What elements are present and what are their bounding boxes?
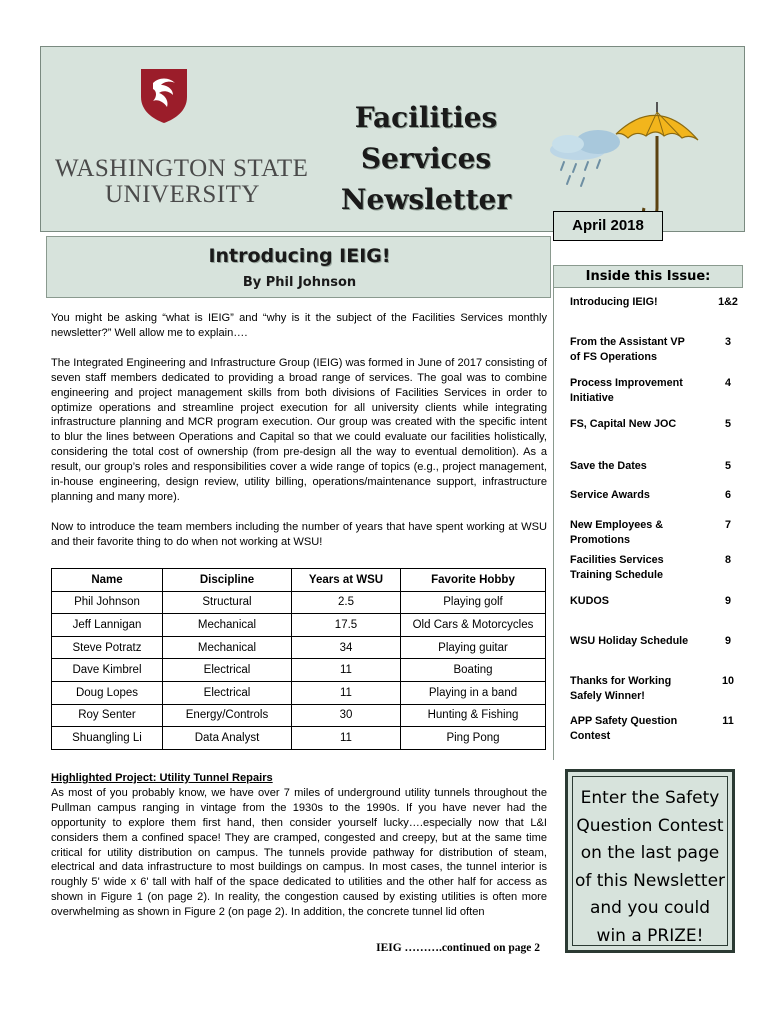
toc-item-title: Facilities Services Training Schedule — [570, 554, 664, 581]
table-cell: Steve Potratz — [52, 636, 163, 659]
article-title-banner — [46, 236, 551, 298]
table-cell: Jeff Lannigan — [52, 614, 163, 637]
column-header: Favorite Hobby — [401, 569, 546, 592]
table-cell: Data Analyst — [163, 727, 292, 750]
logo-wordmark-line2: UNIVERSITY — [105, 181, 260, 208]
table-of-contents — [553, 288, 746, 760]
article-body — [51, 311, 547, 565]
table-cell: 30 — [292, 704, 401, 727]
toc-item-title: KUDOS — [570, 595, 609, 607]
column-header: Name — [52, 569, 163, 592]
inside-issue-heading: Inside this Issue: — [553, 265, 743, 288]
contest-text: Enter the Safety Question Contest on the last page of this Newsletter and you could win a PRIZE! — [572, 776, 728, 946]
table-row — [52, 591, 546, 614]
table-cell: Boating — [401, 659, 546, 682]
table-cell: Electrical — [163, 681, 292, 704]
toc-item-page: 9 — [724, 635, 731, 647]
table-cell: Shuangling Li — [52, 727, 163, 750]
umbrella-rain-icon — [530, 80, 700, 230]
toc-item-page: 7 — [724, 519, 731, 531]
toc-item-title: Service Awards — [570, 489, 650, 501]
project-heading: Highlighted Project: Utility Tunnel Repairs — [51, 772, 273, 784]
toc-item-page: 1&2 — [718, 296, 738, 308]
table-row — [52, 636, 546, 659]
toc-item-title: New Employees & Promotions — [570, 519, 664, 546]
toc-item-page: 5 — [724, 418, 731, 430]
column-header: Years at WSU — [292, 569, 401, 592]
toc-item[interactable] — [570, 594, 740, 609]
article-byline: By Phil Johnson — [242, 275, 357, 290]
highlighted-project — [51, 771, 547, 920]
table-row — [52, 681, 546, 704]
toc-item-title: Save the Dates — [570, 460, 647, 472]
toc-item-title: Thanks for Working Safely Winner! — [570, 675, 672, 702]
table-cell: 11 — [292, 659, 401, 682]
newsletter-title — [321, 97, 531, 220]
table-row — [52, 614, 546, 637]
table-cell: Old Cars & Motorcycles — [401, 614, 546, 637]
table-cell: 34 — [292, 636, 401, 659]
table-row — [52, 659, 546, 682]
toc-item-page: 6 — [724, 489, 731, 501]
toc-item-title: FS, Capital New JOC — [570, 418, 677, 430]
toc-item-title: WSU Holiday Schedule — [570, 635, 689, 647]
table-cell: 11 — [292, 727, 401, 750]
logo-wordmark-line1: WASHINGTON STATE — [55, 155, 309, 182]
toc-item[interactable] — [570, 376, 740, 406]
toc-item-page: 11 — [722, 715, 734, 727]
toc-item-title: From the Assistant VP of FS Operations — [570, 336, 685, 363]
table-cell: Doug Lopes — [52, 681, 163, 704]
table-cell: Phil Johnson — [52, 591, 163, 614]
table-cell: Playing golf — [401, 591, 546, 614]
toc-item-page: 8 — [724, 554, 731, 566]
table-cell: Electrical — [163, 659, 292, 682]
toc-item[interactable] — [570, 488, 740, 503]
table-cell: 17.5 — [292, 614, 401, 637]
table-cell: Mechanical — [163, 614, 292, 637]
toc-item-page: 3 — [724, 336, 731, 348]
team-table — [51, 568, 546, 750]
table-cell: Playing guitar — [401, 636, 546, 659]
toc-item[interactable] — [570, 295, 740, 310]
table-cell: 2.5 — [292, 591, 401, 614]
toc-item-page: 9 — [724, 595, 731, 607]
table-cell: Hunting & Fishing — [401, 704, 546, 727]
title-line: Newsletter — [340, 183, 512, 216]
issue-date: April 2018 — [553, 211, 663, 241]
project-text: As most of you probably know, we have over 7 miles of underground utility tunnels throughout the Pullman campus ranging in vintage from the 1930s to the 1990s. If you have never had the opportunity to explore them first hand, then consider yourself lucky….especially now that L&I considers them a confined space! They are cramped, congested and creepy, but at the same time critical for utility distribution on campus. The tunnels provide pathway for distribution of steam, electrical and data infrastructure to most buildings on campus. In most cases, the tunnel interior is roughly 5' wide x 6' tall with half of the space dedicated to utilities and the other half for access as shown in Figure 1 (on page 2). In reality, the congestion caused by existing utilities is often more overwhelming as shown in Figure 2 (on page 2). In addition, the concrete tunnel lid often — [51, 786, 547, 919]
toc-item-page: 5 — [724, 460, 731, 472]
toc-item[interactable] — [570, 459, 740, 474]
safety-contest-callout — [565, 769, 735, 953]
table-cell: Roy Senter — [52, 704, 163, 727]
article-title: Introducing IEIG! — [208, 245, 391, 267]
toc-item-title: APP Safety Question Contest — [570, 715, 678, 742]
column-header: Discipline — [163, 569, 292, 592]
toc-item[interactable] — [570, 335, 740, 365]
article-paragraph: Now to introduce the team members including the number of years that have spent working at WSU and their favorite thing to do when not working at WSU! — [51, 520, 547, 548]
toc-item[interactable] — [570, 634, 740, 649]
title-line: Services — [360, 142, 492, 175]
table-header-row — [52, 569, 546, 592]
toc-item-page: 4 — [724, 377, 731, 389]
title-line: Facilities — [354, 101, 498, 134]
article-paragraph: The Integrated Engineering and Infrastructure Group (IEIG) was formed in June of 2017 consisting of seven staff members dedicated to providing a broad range of services. The goal was to combine engineering and project management skills from both divisions of Facilities Services in order to optimize operations and streamline project execution for all university clients while integrating infrastructure planning and MCR program execution. Our group was created with the specific intent to blur the lines between Operations and Capital so that we could evaluate our facilities holistically, considering the total cost of ownership (from pre-design all the way to eventual demolition). As a result, our group’s roles and responsibilities cover a wide range of topics (e.g., project management, in-house engineering, design review, utility billing, operations/maintenance support, infrastructure planning and many more). — [51, 356, 547, 503]
toc-item[interactable] — [570, 417, 740, 432]
table-cell: Dave Kimbrel — [52, 659, 163, 682]
toc-item[interactable] — [570, 553, 740, 583]
table-cell: Ping Pong — [401, 727, 546, 750]
table-cell: Playing in a band — [401, 681, 546, 704]
table-cell: Energy/Controls — [163, 704, 292, 727]
toc-item[interactable] — [570, 518, 740, 548]
table-row — [52, 704, 546, 727]
continued-note: IEIG ……….continued on page 2 — [376, 942, 540, 954]
toc-item-title: Process Improvement Initiative — [570, 377, 683, 404]
wsu-cougar-shield-icon — [139, 67, 189, 125]
toc-item[interactable] — [570, 714, 740, 744]
table-cell: 11 — [292, 681, 401, 704]
toc-item-page: 10 — [721, 675, 734, 687]
table-cell: Structural — [163, 591, 292, 614]
article-paragraph: You might be asking “what is IEIG” and “why is it the subject of the Facilities Services monthly newsletter?” Well allow me to explain…. — [51, 312, 547, 339]
toc-item-title: Introducing IEIG! — [570, 296, 658, 308]
table-row — [52, 727, 546, 750]
table-cell: Mechanical — [163, 636, 292, 659]
toc-item[interactable] — [570, 674, 740, 704]
